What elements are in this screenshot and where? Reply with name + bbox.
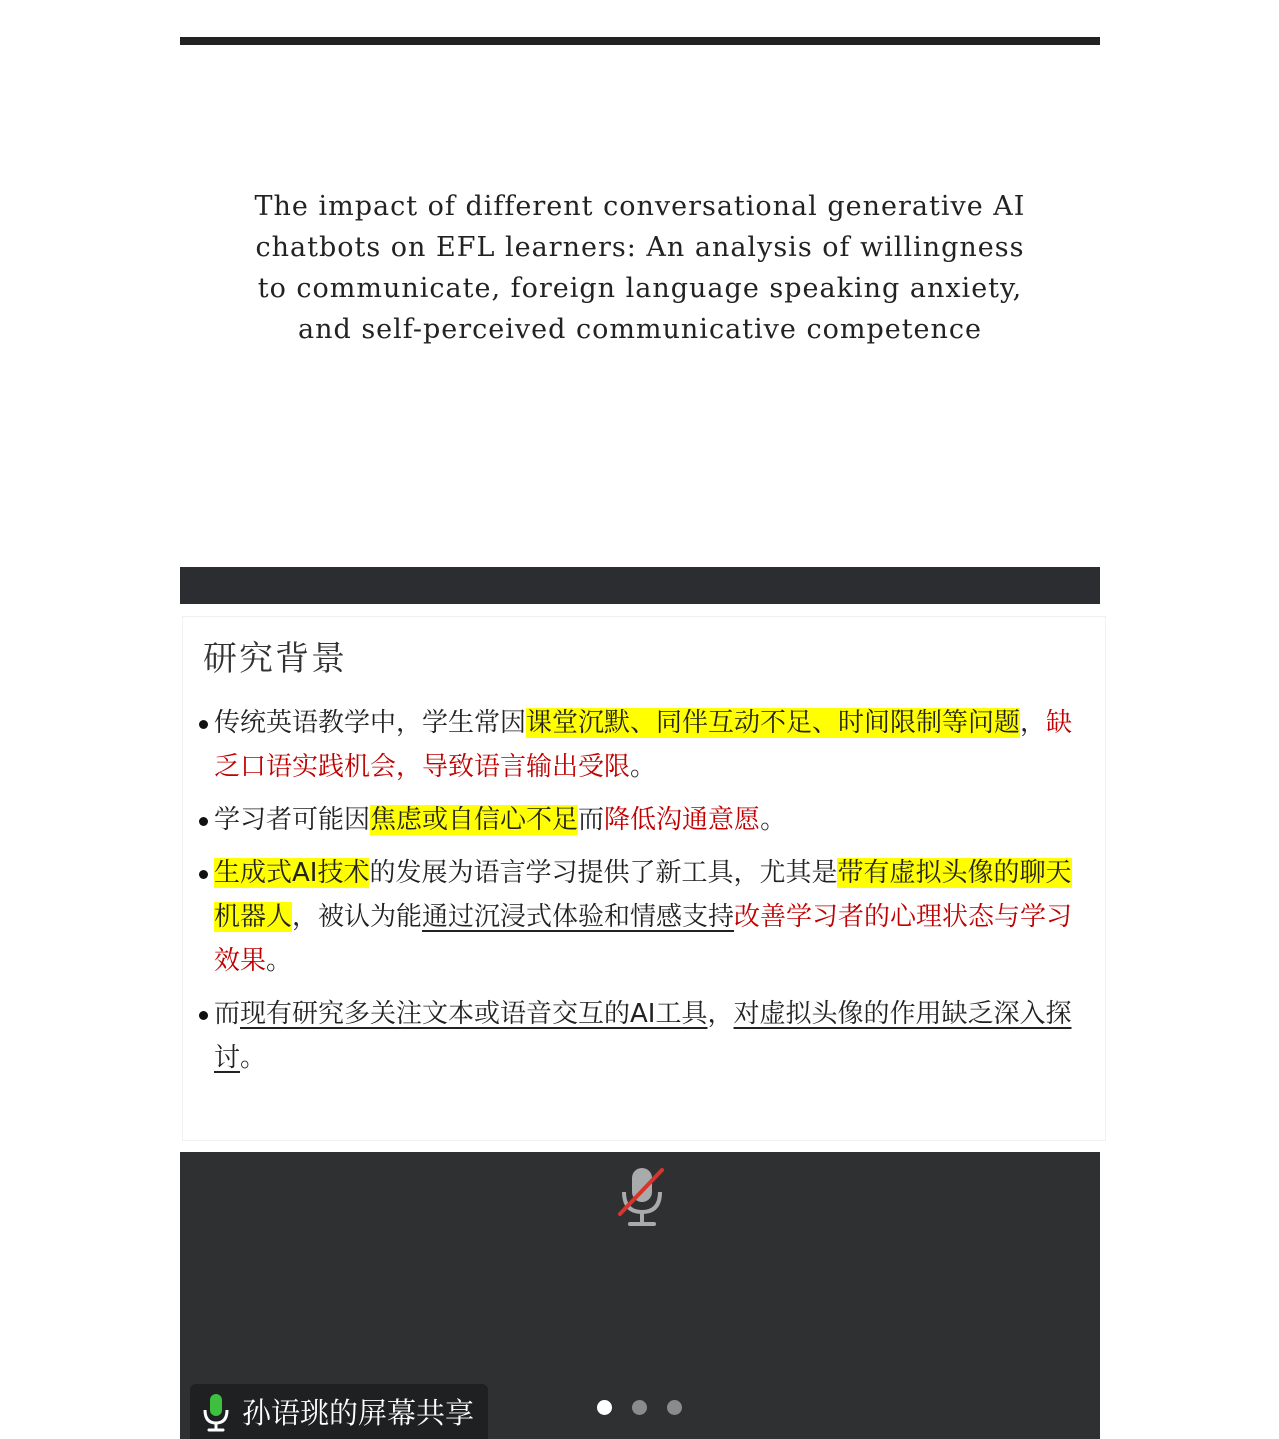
slide-top-bar — [180, 37, 1100, 45]
bullet-text-segment: 。 — [240, 1043, 267, 1073]
slide-title-line: chatbots on EFL learners: An analysis of willingness — [255, 232, 1025, 263]
page-dot[interactable] — [632, 1400, 647, 1415]
bullet-text-segment: ，被认为能 — [292, 902, 423, 932]
slide-title-line: The impact of different conversational generative AI — [254, 191, 1026, 222]
bullet-text-segment: 现有研究多关注文本或语音交互的AI工具 — [240, 999, 708, 1029]
bullet-list — [197, 701, 1093, 1089]
screen-share-label — [190, 1384, 488, 1439]
bullet-text-segment: 缺乏口语实践机会，导致语言输出受限 — [214, 708, 1073, 782]
page-indicator — [597, 1400, 682, 1415]
bullet-text-segment: ， — [1020, 708, 1047, 738]
bullet-text-segment: 而 — [214, 999, 241, 1029]
bullet-text-segment: 课堂沉默、同伴互动不足、时间限制等问题 — [526, 708, 1021, 738]
bullet-text-segment: 对虚拟头像的作用缺乏深入探讨 — [214, 999, 1072, 1073]
bullet-text-segment: 降低沟通意愿 — [604, 805, 761, 835]
mic-active-icon — [200, 1392, 232, 1432]
bullet-text-segment: 生成式AI技术 — [214, 858, 370, 888]
bullet-item — [197, 701, 1093, 789]
page-dot[interactable] — [667, 1400, 682, 1415]
bullet-text-segment: 通过沉浸式体验和情感支持 — [422, 902, 735, 932]
bullet-item — [197, 798, 1093, 842]
bullet-text-segment: 带有虚拟头像的聊天机器人 — [214, 858, 1072, 932]
slide-heading: 研究背景 — [203, 639, 347, 679]
bullet-item — [197, 992, 1093, 1080]
bullet-item — [197, 851, 1093, 983]
mic-muted-icon[interactable] — [614, 1164, 670, 1230]
bullet-text-segment: 而 — [578, 805, 605, 835]
bullet-text-segment: 传统英语教学中，学生常因 — [214, 708, 527, 738]
bullet-text-segment: 改善学习者的心理状态与学习效果 — [214, 902, 1073, 976]
slide-separator-band — [180, 567, 1100, 604]
page-dot[interactable] — [597, 1400, 612, 1415]
bullet-text-segment: 学习者可能因 — [214, 805, 371, 835]
slide-title — [180, 186, 1100, 350]
bullet-text-segment: 的发展为语言学习提供了新工具，尤其是 — [369, 858, 838, 888]
slide-title-line: and self-perceived communicative competence — [297, 314, 983, 345]
bullet-text-segment: 。 — [266, 946, 293, 976]
bullet-text-segment: 焦虑或自信心不足 — [370, 805, 579, 835]
slide-title-line: to communicate, foreign language speaking anxiety, — [257, 273, 1023, 304]
screen-share-name: 孙语珧的屏幕共享 — [242, 1396, 475, 1430]
bullet-text-segment: ， — [707, 999, 734, 1029]
bullet-text-segment: 。 — [630, 752, 657, 782]
bullet-text-segment: 。 — [760, 805, 787, 835]
slide-research-background — [182, 616, 1106, 1141]
